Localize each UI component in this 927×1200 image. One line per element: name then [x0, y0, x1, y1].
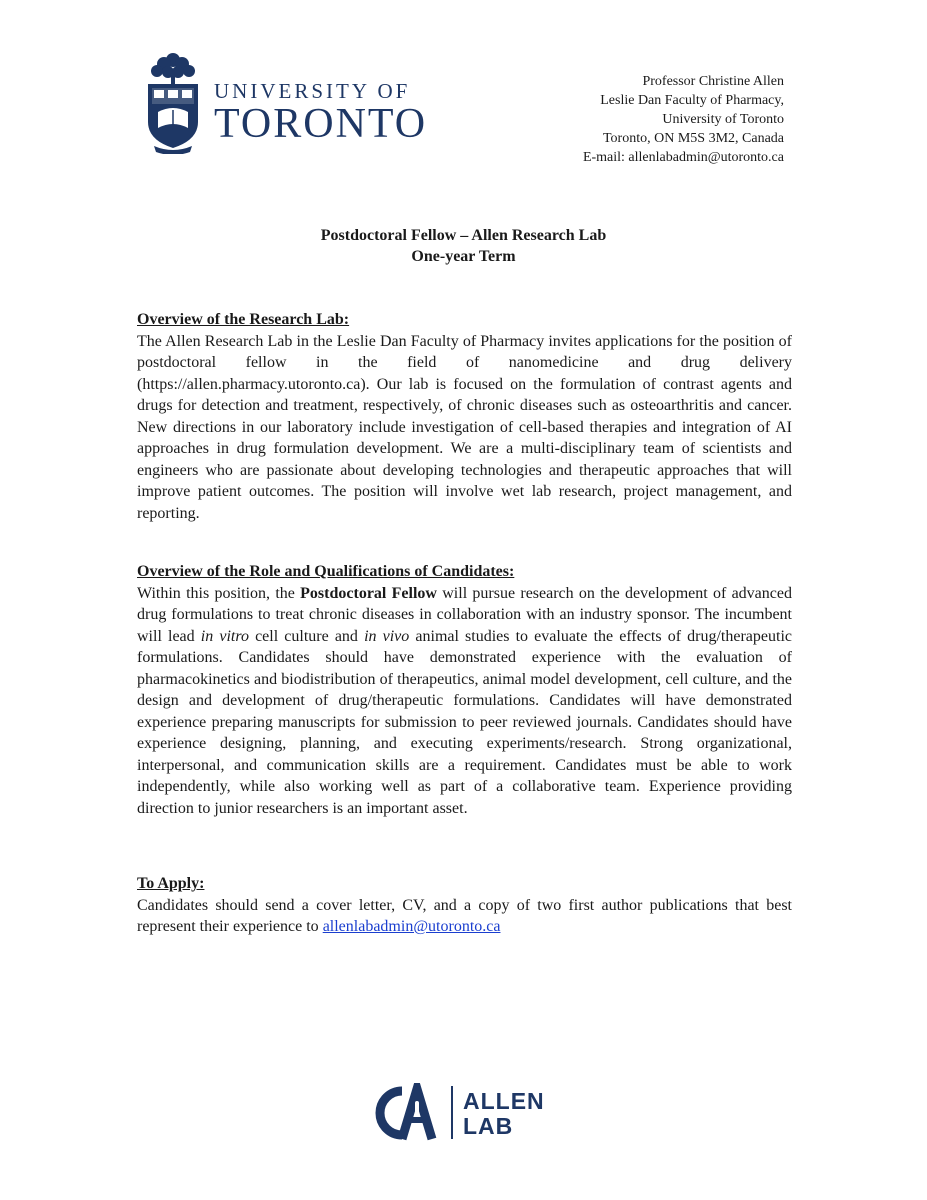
- posting-title-line1: Postdoctoral Fellow – Allen Research Lab: [320, 227, 607, 244]
- role-in-vitro: in vitro: [200, 627, 249, 645]
- contact-address: [583, 72, 784, 167]
- address-name: Professor Christine Allen: [642, 74, 784, 89]
- address-university: University of Toronto: [662, 112, 784, 127]
- apply-text: Candidates should send a cover letter, CV, and a copy of two first author publications that best represent their experience to: [137, 896, 792, 935]
- posting-title-line2: One-year Term: [411, 248, 516, 265]
- section-research-lab-body: The Allen Research Lab in the Leslie Dan Faculty of Pharmacy invites applications for the position of postdoctoral fellow in the field of nanomedicine and drug delivery (https://allen.pharmacy.utoronto.ca). Our lab is focused on the formulation of contrast agents and drugs for detection and treatment, respectively, of chronic diseases such as osteoarthritis and cancer. New directions in our laboratory include investigation of cell-based therapies and integration of AI approaches in drug formulation development. We are a multi-disciplinary team of scientists and engineers who are passionate about developing technologies and therapeutic approaches that will improve patient outcomes. The position will involve wet lab research, project management, and reporting.: [137, 332, 792, 522]
- uoft-logo: [140, 50, 430, 155]
- role-position-title: Postdoctoral Fellow: [300, 584, 437, 602]
- section-apply: [137, 873, 792, 938]
- apply-email-link[interactable]: allenlabadmin@utoronto.ca: [322, 918, 501, 935]
- section-research-lab-heading: Overview of the Research Lab:: [137, 311, 350, 328]
- section-role-body: [137, 583, 792, 820]
- allen-lab-monogram-icon: [372, 1083, 442, 1143]
- section-apply-heading: To Apply:: [137, 875, 205, 892]
- allen-lab-wordmark-line2: LAB: [463, 1113, 514, 1139]
- role-text-2: will pursue research on the development of advanced drug formulations to treat chronic diseases in collaboration with an industry sponsor. The incumbent will lead: [137, 584, 792, 645]
- role-in-vivo: in vivo: [364, 627, 410, 645]
- address-faculty: Leslie Dan Faculty of Pharmacy,: [600, 93, 784, 108]
- section-research-lab: [137, 309, 792, 524]
- uoft-crest-icon: [140, 50, 206, 154]
- address-email: E-mail: allenlabadmin@utoronto.ca: [582, 150, 784, 165]
- allen-lab-divider: [451, 1086, 453, 1139]
- role-text-1: Within this position, the: [137, 584, 301, 602]
- allen-lab-wordmark-line1: ALLEN: [463, 1088, 545, 1114]
- section-role: [137, 561, 792, 819]
- uoft-wordmark: [214, 80, 427, 146]
- allen-lab-wordmark: [463, 1089, 545, 1139]
- posting-title: [0, 225, 927, 267]
- address-city: Toronto, ON M5S 3M2, Canada: [602, 131, 784, 146]
- allen-lab-logo: [372, 1083, 562, 1143]
- uoft-wordmark-line2: TORONTO: [214, 101, 428, 147]
- role-text-4: animal studies to evaluate the effects of drug/therapeutic formulations. Candidates should have demonstrated experience with the evaluation of pharmacokinetics and biodistribution of therapeutics, animal model development, cell culture, and the design and development of drug/therapeutic formulations. Candidates will have demonstrated experience preparing manuscripts for submission to peer reviewed journals. Candidates should have experience designing, planning, and executing experiments/research. Strong organizational, interpersonal, and communication skills are a requirement. Candidates must be able to work independently, while also working well as part of a collaborative team. Experience providing direction to junior researchers is an important asset.: [137, 627, 792, 817]
- uoft-wordmark-line1: UNIVERSITY OF: [214, 79, 411, 103]
- section-role-heading: Overview of the Role and Qualifications of Candidates:: [137, 563, 515, 580]
- section-apply-body: [137, 895, 792, 938]
- role-text-3: cell culture and: [248, 627, 365, 645]
